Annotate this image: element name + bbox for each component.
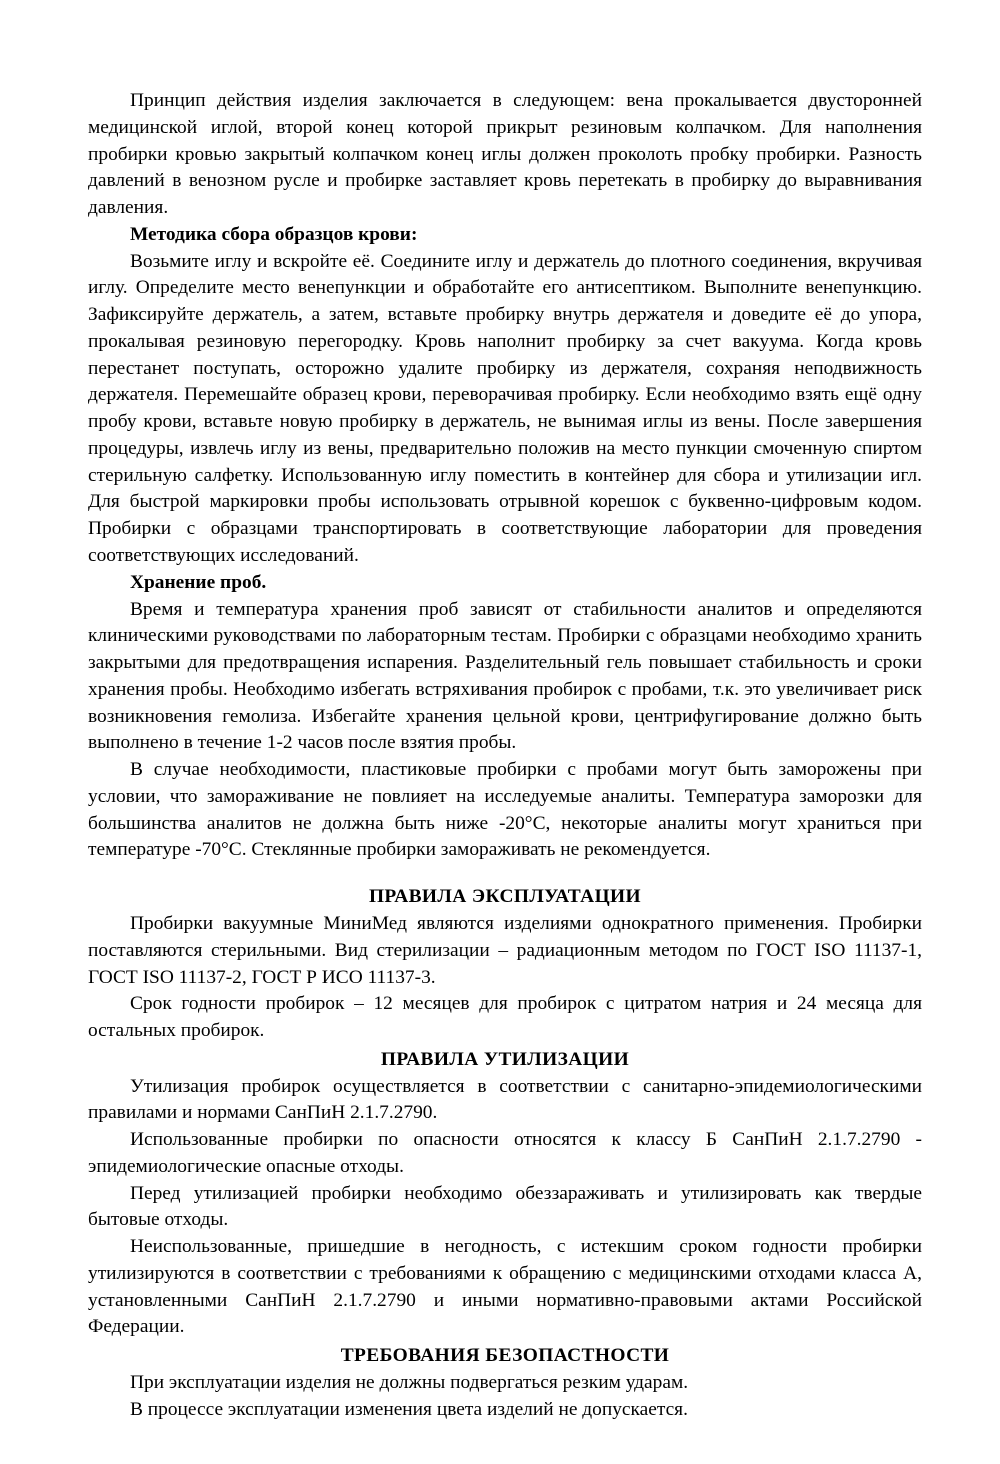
paragraph-blood-sampling-steps: Возьмите иглу и вскройте её. Соедините иглу и держатель до плотного соединения, вкручивая иглу. Определите место венепункции и обработайте его антисептиком. Выполните венепункцию. Зафиксируйте держатель, а затем, вставьте пробирку внутрь держателя и доведите её до упора, прокалывая резиновую перегородку. Кровь наполнит пробирку за счет вакуума. Когда кровь перестанет поступать, осторожно удалите пробирку из держателя, сохраняя неподвижность держателя. Перемешайте образец крови, переворачивая пробирку. Если необходимо взять ещё одну пробу крови, вставьте новую пробирку в держатель, не вынимая иглы из вены. После завершения процедуры, извлечь иглу из вены, предварительно положив на место пункции смоченную спиртом стерильную салфетку. Использованную иглу поместить в контейнер для сбора и утилизации игл. Для быстрой маркировки пробы использовать отрывной корешок с буквенно-цифровым кодом. Пробирки с образцами транспортировать в соответствующие лаборатории для проведения соответствующих исследований. (88, 250, 922, 567)
spacer-before-operating-rules (88, 864, 922, 884)
paragraph-storage-conditions: Время и температура хранения проб зависят от стабильности аналитов и определяются клиническими руководствами по лабораторным тестам. Пробирки с образцами необходимо хранить закрытыми для предотвращения испарения. Разделительный гель повышает стабильность и сроки хранения пробы. Необходимо избегать встряхивания пробирок с пробами, т.к. это увеличивает риск возникновения гемолиза. Избегайте хранения цельной крови, центрифугирование должно быть выполнено в течение 1-2 часов после взятия пробы. (88, 598, 922, 754)
heading-safety-requirements: ТРЕБОВАНИЯ БЕЗОПАСТНОСТИ (340, 1345, 670, 1367)
paragraph-disinfection: Перед утилизацией пробирки необходимо обеззараживать и утилизировать как твердые бытовые отходы. (88, 1182, 922, 1231)
paragraph-sterilization: Пробирки вакуумные МиниМед являются изделиями однократного применения. Пробирки поставляются стерильными. Вид стерилизации – радиационным методом по ГОСТ ISO 11137-1, ГОСТ ISO 11137-2, ГОСТ Р ИСО 11137-3. (88, 912, 922, 988)
paragraph-disposal-regulations: Утилизация пробирок осуществляется в соответствии с санитарно-эпидемиологическими правилами и нормами СанПиН 2.1.7.2790. (88, 1075, 922, 1124)
heading-disposal-rules: ПРАВИЛА УТИЛИЗАЦИИ (380, 1048, 630, 1070)
paragraph-no-sharp-impacts: При эксплуатации изделия не должны подвергаться резким ударам. (130, 1371, 689, 1393)
subheading-blood-sampling-method: Методика сбора образцов крови: (130, 223, 418, 245)
heading-operating-rules: ПРАВИЛА ЭКСПЛУАТАЦИИ (368, 886, 642, 908)
paragraph-freezing-conditions: В случае необходимости, пластиковые пробирки с пробами могут быть заморожены при условии, что замораживание не повлияет на исследуемые аналиты. Температура заморозки для большинства аналитов не должна быть ниже -20°С, некоторые аналиты могут храниться при температуре -70°С. Стеклянные пробирки замораживать не рекомендуется. (88, 759, 922, 861)
subheading-sample-storage: Хранение проб. (130, 571, 267, 593)
paragraph-waste-class-b: Использованные пробирки по опасности относятся к классу Б СанПиН 2.1.7.2790 - эпидемиологические опасные отходы. (88, 1129, 922, 1177)
paragraph-no-color-change: В процессе эксплуатации изменения цвета изделий не допускается. (130, 1398, 688, 1420)
paragraph-shelf-life: Срок годности пробирок – 12 месяцев для пробирок с цитратом натрия и 24 месяца для остальных пробирок. (88, 993, 922, 1042)
paragraph-expired-tubes: Неиспользованные, пришедшие в негодность, с истекшим сроком годности пробирки утилизируются в соответствии с требованиями к обращению с медицинскими отходами класса А, установленными СанПиН 2.1.7.2790 и иными нормативно-правовыми актами Российской Федерации. (88, 1236, 922, 1338)
paragraph-operating-principle: Принцип действия изделия заключается в следующем: вена прокалывается двусторонней медицинской иглой, второй конец которой прикрыт резиновым колпачком. Для наполнения пробирки кровью закрытый колпачком конец иглы должен проколоть пробку пробирки. Разность давлений в венозном русле и пробирке заставляет кровь перетекать в пробирку до выравнивания давления. (88, 90, 922, 219)
